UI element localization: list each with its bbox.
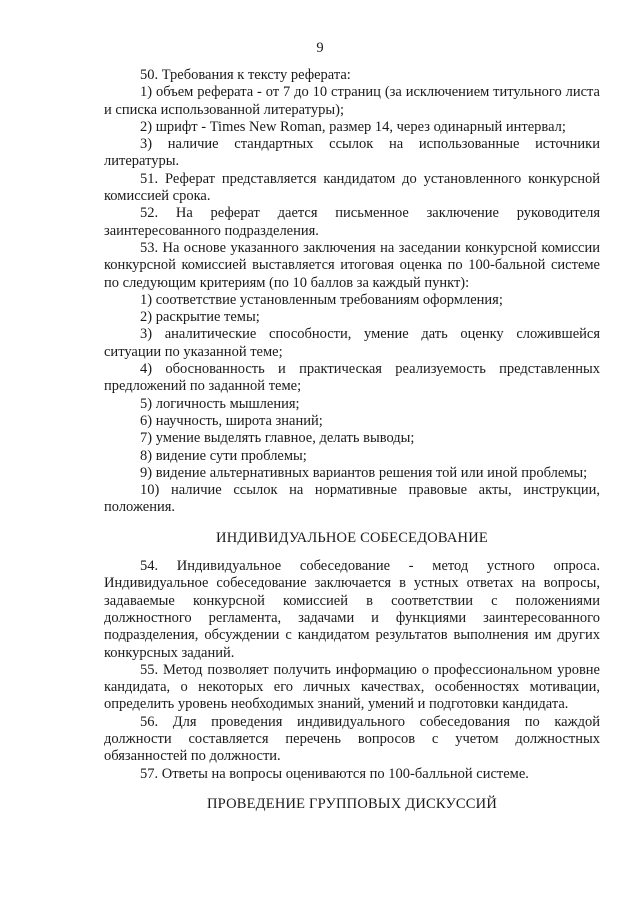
criterion-2: 2) раскрытие темы; bbox=[140, 309, 260, 326]
paragraph-53: 53. На основе указанного заключения на заседании конкурсной комиссии конкурсной комиссией выставляется итоговая оценка по 100-бальной системе по следующим критериям (по 10 баллов за каждый пункт): bbox=[104, 239, 600, 291]
document-body bbox=[104, 67, 600, 823]
criterion-9: 9) видение альтернативных вариантов решения той или иной проблемы; bbox=[140, 464, 588, 481]
page-number: 9 bbox=[316, 40, 324, 56]
criterion-8: 8) видение сути проблемы; bbox=[140, 447, 307, 464]
criterion-6: 6) научность, широта знаний; bbox=[140, 412, 323, 429]
list-item-2: 2) шрифт - Times New Roman, размер 14, через одинарный интервал; bbox=[140, 118, 566, 135]
paragraph-52: 52. На реферат дается письменное заключение руководителя заинтересованного подразделения. bbox=[104, 205, 600, 239]
criterion-3: 3) аналитические способности, умение дать оценку сложившейся ситуации по указанной теме; bbox=[104, 326, 600, 360]
list-item-3: 3) наличие стандартных ссылок на использованные источники литературы. bbox=[104, 136, 600, 170]
paragraph-57: 57. Ответы на вопросы оцениваются по 100-балльной системе. bbox=[140, 765, 529, 782]
paragraph-51: 51. Реферат представляется кандидатом до установленного конкурсной комиссией срока. bbox=[104, 170, 600, 205]
paragraph-55: 55. Метод позволяет получить информацию о профессиональном уровне кандидата, о некоторых его личных качествах, особенностях мотивации, определить уровень необходимых знаний, умений и подготовки кандидата. bbox=[104, 661, 600, 713]
criterion-5: 5) логичность мышления; bbox=[140, 395, 300, 412]
criterion-1: 1) соответствие установленным требованиям оформления; bbox=[140, 291, 503, 308]
criterion-7: 7) умение выделять главное, делать выводы; bbox=[140, 430, 415, 447]
criterion-10: 10) наличие ссылок на нормативные правовые акты, инструкции, положения. bbox=[104, 482, 600, 516]
paragraph-56: 56. Для проведения индивидуального собеседования по каждой должности составляется перечень вопросов с учетом должностных обязанностей по должности. bbox=[104, 713, 600, 765]
paragraph-50: 50. Требования к тексту реферата: bbox=[140, 67, 351, 83]
section-heading-interview: ИНДИВИДУАЛЬНОЕ СОБЕСЕДОВАНИЕ bbox=[216, 529, 488, 546]
list-item-1: 1) объем реферата - от 7 до 10 страниц (за исключением титульного листа и списка использованной литературы); bbox=[104, 84, 600, 118]
section-heading-group-discussions: ПРОВЕДЕНИЕ ГРУППОВЫХ ДИСКУССИЙ bbox=[206, 795, 498, 812]
criterion-4: 4) обоснованность и практическая реализуемость представленных предложений по заданной теме; bbox=[104, 361, 600, 395]
paragraph-54: 54. Индивидуальное собеседование - метод устного опроса. Индивидуальное собеседование заключается в устных ответах на вопросы, задаваемые конкурсной комиссией в соответствии с положениями должностного регламента, задачами и функциями заинтересованного подразделения, обсуждении с кандидатом результатов выполнения им других конкурсных заданий. bbox=[104, 558, 600, 661]
